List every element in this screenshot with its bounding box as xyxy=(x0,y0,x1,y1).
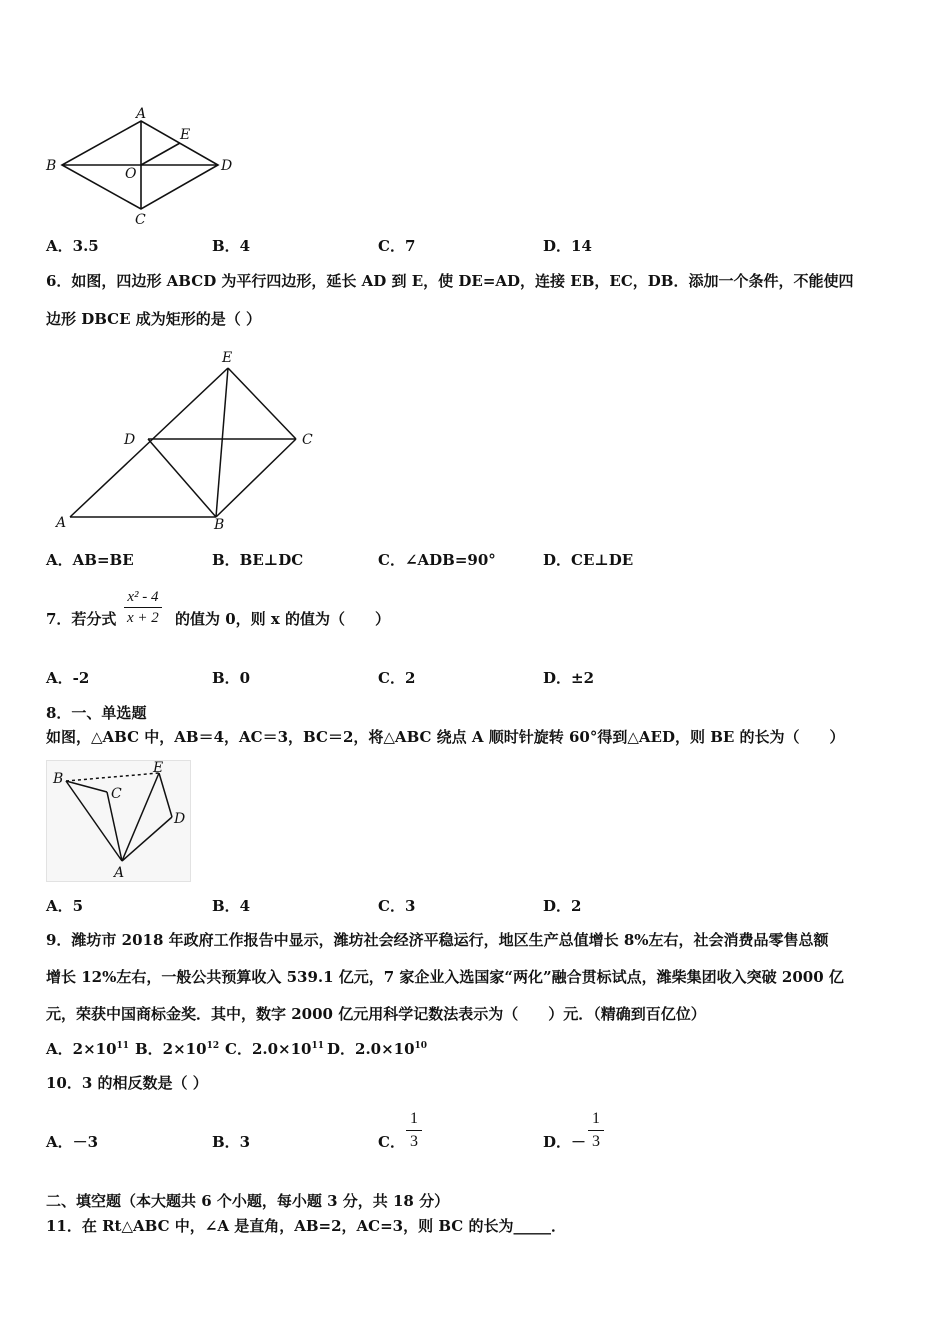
q8-rotation-figure xyxy=(46,760,191,882)
label-b: B xyxy=(46,158,57,174)
segment-ec xyxy=(228,368,296,439)
q10-option-b: B．3 xyxy=(212,1133,251,1151)
label-c: C xyxy=(111,786,122,802)
q10-option-c-fraction xyxy=(406,1108,422,1153)
q9-option-c-exp: 11 xyxy=(311,1041,325,1051)
q9-option-d-base: D．2.0×10 xyxy=(327,1040,415,1058)
q9-option-b-base: B．2×10 xyxy=(135,1040,207,1058)
q9-option-a-base: A．2×10 xyxy=(46,1040,117,1058)
q5-option-c: C．7 xyxy=(378,237,416,255)
label-a: A xyxy=(114,865,125,881)
q10-d-numerator: 1 xyxy=(592,1110,600,1127)
q7-prefix: 7．若分式 xyxy=(46,610,117,628)
q8-option-d: D．2 xyxy=(543,897,582,915)
q6-parallelogram-figure xyxy=(50,345,330,535)
section2-title: 二、填空题（本大题共 6 个小题，每小题 3 分，共 18 分） xyxy=(46,1192,450,1210)
segment-db xyxy=(148,439,216,517)
q10-stem: 10．3 的相反数是（ ） xyxy=(46,1074,208,1092)
q7-option-b: B．0 xyxy=(212,669,251,687)
q9-option-b xyxy=(135,1039,219,1059)
q9-option-a xyxy=(46,1039,129,1059)
segment-ae xyxy=(70,368,228,517)
segment-cb xyxy=(216,439,296,517)
label-d: D xyxy=(124,432,136,448)
q8-stem: 如图，△ABC 中，AB＝4，AC＝3，BC＝2，将△ABC 绕点 A 顺时针旋转 60°得到△AED，则 BE 的长为（ ） xyxy=(46,728,845,746)
q10-option-d-fraction xyxy=(588,1108,604,1153)
segment-eb xyxy=(216,368,228,517)
q6-option-c: C．∠ADB=90° xyxy=(378,551,496,569)
q9-option-c xyxy=(225,1039,324,1059)
q7-suffix: 的值为 0，则 x 的值为（ ） xyxy=(175,610,391,628)
q9-stem-line3: 元，荣获中国商标金奖．其中，数字 2000 亿元用科学记数法表示为（ ）元．（精确到百亿位） xyxy=(46,1005,706,1023)
q6-option-b: B．BE⊥DC xyxy=(212,551,304,569)
q6-stem-line1: 6．如图，四边形 ABCD 为平行四边形，延长 AD 到 E，使 DE=AD，连接 EB，EC，DB．添加一个条件，不能使四 xyxy=(46,272,854,290)
q9-option-d-exp: 10 xyxy=(414,1041,428,1051)
q7-option-a: A．-2 xyxy=(46,669,90,687)
q10-c-denominator: 3 xyxy=(406,1130,422,1153)
q9-option-a-exp: 11 xyxy=(116,1041,130,1051)
q7-option-d: D．±2 xyxy=(543,669,595,687)
q8-header: 8．一、单选题 xyxy=(46,704,147,722)
q5-rhombus-figure xyxy=(40,100,250,225)
q10-option-d: D．－ xyxy=(543,1133,587,1151)
label-d: D xyxy=(174,811,186,827)
label-e: E xyxy=(153,760,164,776)
q5-option-a: A．3.5 xyxy=(46,237,99,255)
label-d: D xyxy=(221,158,233,174)
q8-option-a: A．5 xyxy=(46,897,84,915)
label-e: E xyxy=(180,127,191,143)
q5-option-b: B．4 xyxy=(212,237,251,255)
q7-fraction-numerator: x² - 4 xyxy=(127,589,159,605)
label-c: C xyxy=(135,212,146,225)
q7-fraction xyxy=(124,587,162,628)
q11-stem: 11．在 Rt△ABC 中，∠A 是直角，AB=2，AC=3，则 BC 的长为_____． xyxy=(46,1217,566,1235)
segment-oe xyxy=(141,143,180,165)
q7-option-c: C．2 xyxy=(378,669,416,687)
q8-option-b: B．4 xyxy=(212,897,251,915)
label-b: B xyxy=(214,517,225,533)
q10-option-a: A．－3 xyxy=(46,1133,99,1151)
q9-option-c-base: C．2.0×10 xyxy=(225,1040,312,1058)
q10-d-denominator: 3 xyxy=(588,1130,604,1153)
label-a: A xyxy=(56,515,67,531)
label-a: A xyxy=(136,106,147,122)
q9-stem-line2: 增长 12%左右，一般公共预算收入 539.1 亿元，7 家企业入选国家“两化”融合贯标试点，潍柴集团收入突破 2000 亿 xyxy=(46,968,844,986)
label-b: B xyxy=(53,771,64,787)
q6-stem-line2: 边形 DBCE 成为矩形的是（ ） xyxy=(46,310,262,328)
q7-fraction-denominator: x + 2 xyxy=(124,607,162,628)
label-o: O xyxy=(125,166,137,182)
q10-c-numerator: 1 xyxy=(410,1110,418,1127)
q5-option-d: D．14 xyxy=(543,237,592,255)
q10-option-c: C． xyxy=(378,1133,405,1151)
label-e: E xyxy=(222,350,233,366)
label-c: C xyxy=(302,432,313,448)
q6-option-d: D．CE⊥DE xyxy=(543,551,634,569)
q9-stem-line1: 9．潍坊市 2018 年政府工作报告中显示，潍坊社会经济平稳运行，地区生产总值增长 8%左右，社会消费品零售总额 xyxy=(46,931,829,949)
q9-option-b-exp: 12 xyxy=(206,1041,220,1051)
q6-option-a: A．AB=BE xyxy=(46,551,134,569)
q9-option-d xyxy=(327,1039,427,1059)
q8-option-c: C．3 xyxy=(378,897,416,915)
